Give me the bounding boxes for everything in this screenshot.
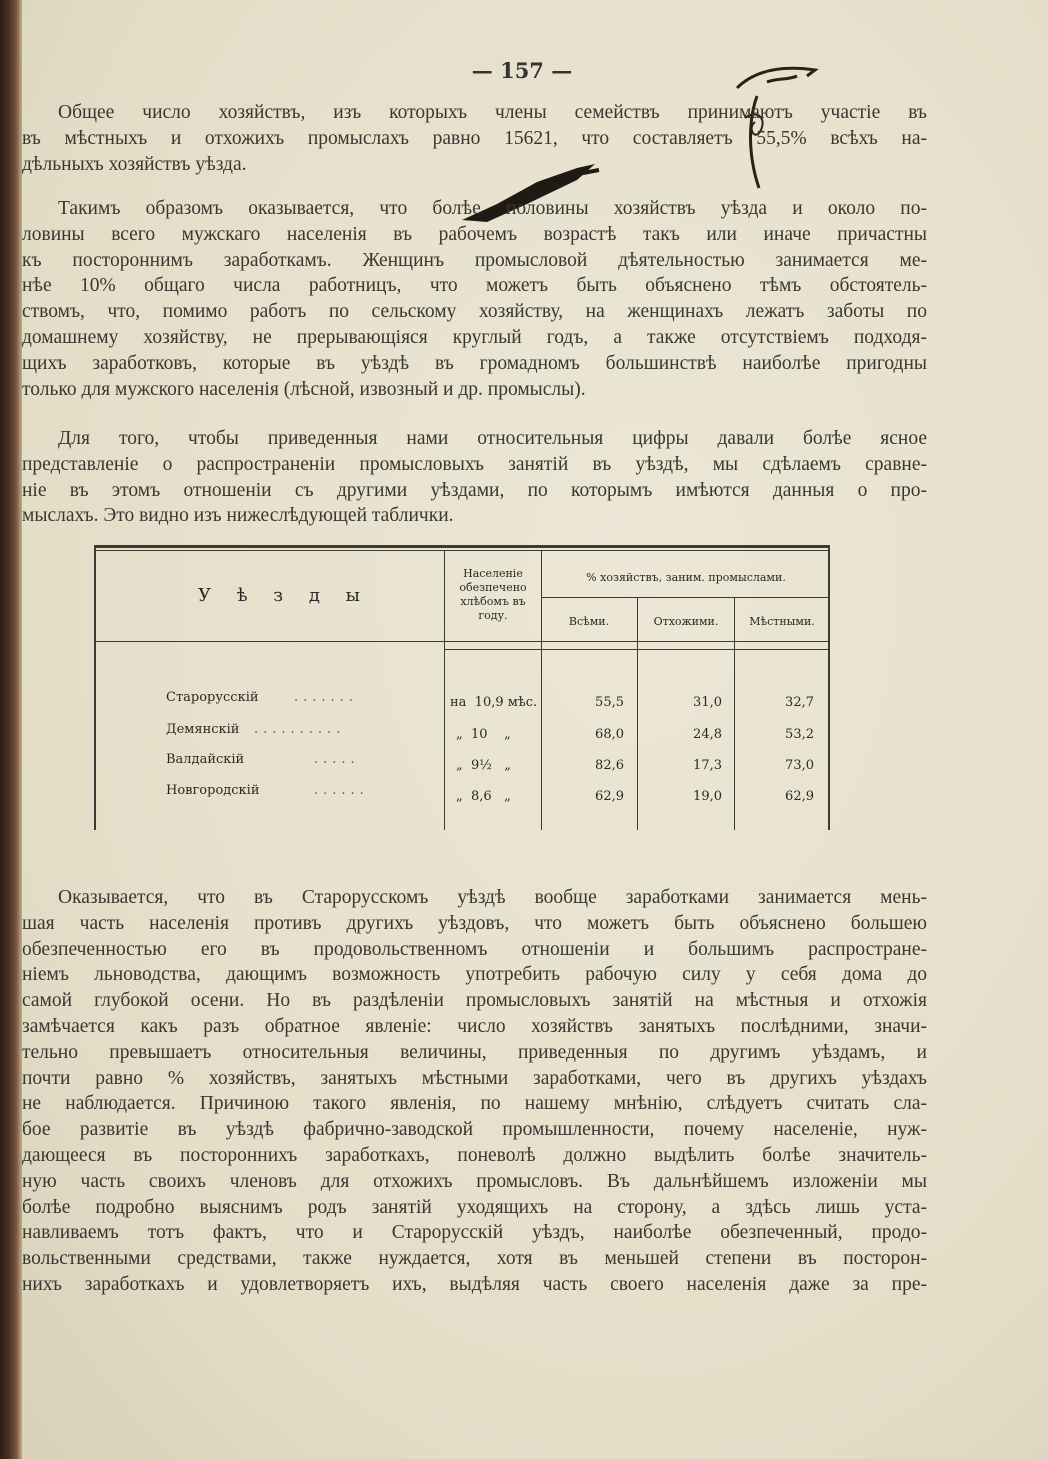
text-line: дѣльныхъ хозяйствъ уѣзда. bbox=[22, 153, 247, 175]
text-line: замѣчается какъ разъ обратное явленіе: число хозяйствъ занятыхъ послѣдними, значи- bbox=[22, 1015, 927, 1037]
text-line: ніе въ этомъ отношеніи съ другими уѣздами, по которымъ имѣются данныя о про- bbox=[22, 479, 927, 501]
header-population-line: хлѣбомъ въ bbox=[460, 595, 526, 608]
row-otkh: 17,3 bbox=[693, 758, 722, 773]
row-otkh: 24,8 bbox=[693, 727, 722, 742]
text-line: не наблюдается. Причиною такого явленія, по нашему мнѣнію, слѣдуетъ считать сла- bbox=[22, 1093, 927, 1115]
text-line: вольственными средствами, также нуждается, хотя въ меньшей степени въ посторон- bbox=[22, 1248, 927, 1270]
header-uezdy: У ѣ з д ы bbox=[198, 585, 370, 606]
data-table bbox=[94, 545, 830, 830]
header-population-line: Населеніе bbox=[463, 567, 523, 580]
text-line: болѣе подробно выяснимъ родъ занятій уходящихъ на сторону, а здѣсь лишь уста- bbox=[22, 1196, 927, 1218]
row-pop: „ 10 „ bbox=[456, 727, 511, 742]
text-line: обезпеченностью его въ продовольственномъ отношеніи и большимъ распростране- bbox=[22, 938, 927, 960]
row-dots: ....... bbox=[294, 690, 358, 705]
row-mest: 53,2 bbox=[785, 727, 814, 742]
text-line: почти равно % хозяйствъ, занятыхъ мѣстными заработками, чего въ другихъ уѣздахъ bbox=[22, 1067, 927, 1089]
text-line: дающееся въ постороннихъ заработкахъ, поневолѣ должно выдѣлить болѣе значитель- bbox=[22, 1144, 927, 1166]
text-line: ную часть своихъ членовъ для отхожихъ промысловъ. Въ дальнѣйшемъ изложеніи мы bbox=[22, 1170, 927, 1192]
text-line: въ мѣстныхъ и отхожихъ промыслахъ равно 15621, что составляетъ 55,5% всѣхъ на- bbox=[22, 127, 927, 149]
text-line: тельно превышаетъ относительныя величины, приведенныя по другимъ уѣздамъ, и bbox=[22, 1041, 927, 1063]
text-line: ствомъ, что, помимо работъ по сельскому хозяйству, на женщинахъ лежатъ заботы по bbox=[22, 301, 927, 323]
text-line: только для мужского населенія (лѣсной, извозный и др. промыслы). bbox=[22, 378, 586, 400]
row-pop: на 10,9 мѣс. bbox=[450, 695, 538, 710]
row-mest: 62,9 bbox=[785, 789, 814, 804]
text-line: нихъ заработкахъ и удовлетворяетъ ихъ, выдѣляя часть своего населенія даже за пре- bbox=[22, 1273, 927, 1295]
text-line: Для того, чтобы приведенныя нами относительныя цифры давали болѣе ясное bbox=[58, 428, 927, 449]
text-line: Общее число хозяйствъ, изъ которыхъ члены семействъ принимаютъ участіе въ bbox=[58, 102, 927, 123]
text-line: щихъ заработковъ, которые въ уѣздѣ въ громадномъ большинствѣ наиболѣе пригодны bbox=[22, 352, 927, 374]
row-pop: „ 9½ „ bbox=[456, 758, 512, 773]
text-line: ніемъ льноводства, дающимъ возможность употребить рабочую силу у себя дома до bbox=[22, 964, 927, 986]
row-dots: ..... bbox=[314, 752, 360, 767]
row-all: 62,9 bbox=[595, 789, 624, 804]
paragraph-3 bbox=[22, 426, 927, 529]
text-line: нѣе 10% общаго числа работницъ, что можетъ быть объяснено тѣмъ обстоятель- bbox=[22, 275, 927, 297]
book-spine-shadow bbox=[0, 0, 22, 1459]
row-name: Валдайскій bbox=[166, 752, 245, 767]
row-all: 68,0 bbox=[595, 727, 624, 742]
header-population-line: обезпечено bbox=[459, 581, 527, 594]
header-population-line: году. bbox=[478, 609, 508, 622]
row-name: Старорусскій bbox=[166, 690, 259, 705]
text-line: мыслахъ. Это видно изъ нижеслѣдующей таблички. bbox=[22, 505, 454, 527]
row-pop: „ 8,6 „ bbox=[456, 789, 511, 804]
text-line: шая часть населенія противъ другихъ уѣздовъ, что можетъ быть объяснено большею bbox=[22, 912, 927, 934]
text-line: Оказывается, что въ Старорусскомъ уѣздѣ вообще заработками занимается мень- bbox=[58, 887, 927, 908]
header-group: % хозяйствъ, заним. промыслами. bbox=[586, 571, 786, 584]
header-all: Всѣми. bbox=[568, 615, 610, 628]
text-line: самой глубокой осени. Но въ раздѣленіи промысловыхъ занятій на мѣстныя и отхожія bbox=[22, 990, 927, 1012]
text-line: Такимъ образомъ оказывается, что болѣе половины хозяйствъ уѣзда и около по- bbox=[58, 198, 927, 219]
text-line: ловины всего мужскаго населенія въ рабочемъ возрастѣ такъ или иначе причастны bbox=[22, 223, 927, 245]
row-mest: 73,0 bbox=[785, 758, 814, 773]
paragraph-4 bbox=[22, 885, 927, 1298]
row-otkh: 19,0 bbox=[693, 789, 722, 804]
header-population bbox=[450, 567, 536, 623]
row-all: 82,6 bbox=[595, 758, 624, 773]
scanned-page bbox=[22, 0, 1048, 1459]
row-mest: 32,7 bbox=[785, 695, 814, 710]
row-dots: .......... bbox=[254, 722, 346, 737]
paragraph-2 bbox=[22, 196, 927, 402]
row-dots: ...... bbox=[314, 783, 369, 798]
row-name: Демянскій bbox=[166, 722, 240, 737]
paragraph-1 bbox=[22, 100, 927, 177]
row-otkh: 31,0 bbox=[693, 695, 722, 710]
header-otkhozh: Отхожими. bbox=[653, 615, 719, 628]
text-line: бое развитіе въ уѣздѣ фабрично-заводской промышленности, почему населеніе, нуж- bbox=[22, 1119, 927, 1141]
page-number: — 157 — bbox=[471, 58, 573, 83]
text-line: домашнему хозяйству, не прерывающіяся круглый годъ, а также отсутствіемъ подходя- bbox=[22, 326, 927, 348]
text-line: представленіе о распространеніи промысловыхъ занятій въ уѣздѣ, мы сдѣлаемъ сравне- bbox=[22, 453, 927, 475]
row-all: 55,5 bbox=[595, 695, 624, 710]
text-line: навливаемъ тотъ фактъ, что и Старорусскій уѣздъ, наиболѣе обезпеченный, продо- bbox=[22, 1222, 927, 1244]
header-mestn: Мѣстными. bbox=[749, 615, 815, 628]
row-name: Новгородскій bbox=[166, 783, 260, 798]
text-line: къ постороннимъ заработкамъ. Женщинъ промысловой дѣятельностью занимается ме- bbox=[22, 249, 927, 271]
